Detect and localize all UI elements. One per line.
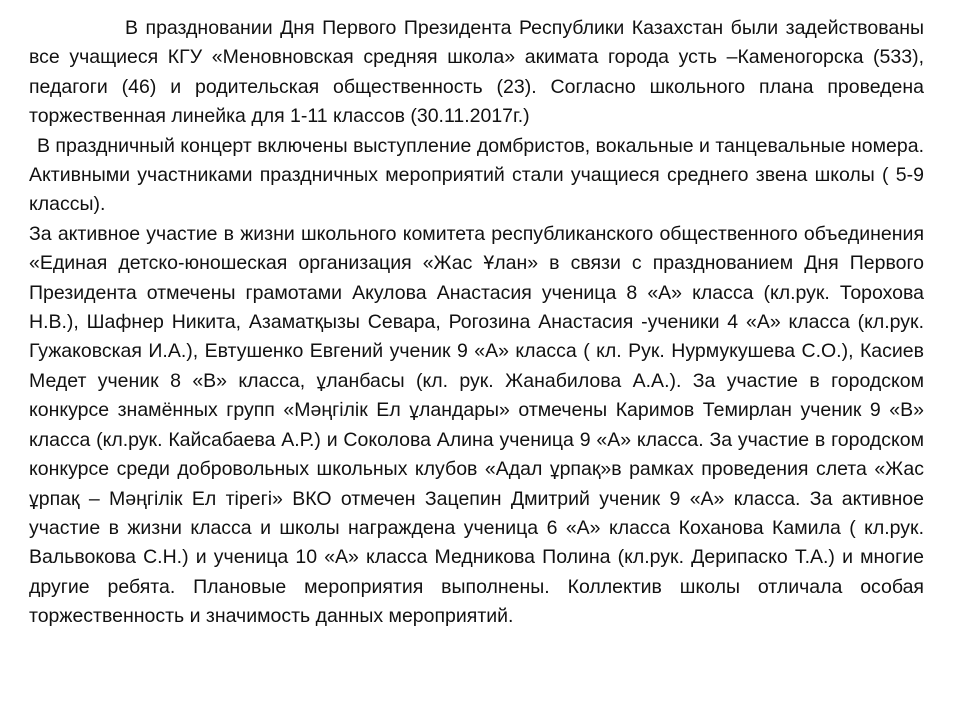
paragraph-awards: За активное участие в жизни школьного комитета республиканского общественного объединения «Единая детско-юношеская организация «Жас Ұлан» в связи с празднованием Дня Первого Президента отмечены грамотами Акулова Анастасия ученица 8 «А» класса (кл.рук. Торохова Н.В.), Шафнер Никита, Азаматқызы Севара, Рогозина Анастасия -ученики 4 «А» класса (кл.рук. Гужаковская И.А.), Евтушенко Евгений ученик 9 «А» класса ( кл. Рук. Нурмукушева С.О.), Касиев Медет ученик 8 «В» класса, ұланбасы (кл. рук. Жанабилова А.А.). За участие в городском конкурсе знамённых групп «Мәңгілік Ел ұландары» отмечены Каримов Темирлан ученик 9 «В» класса (кл.рук. Кайсабаева А.Р.) и Соколова Алина ученица 9 «А» класса. За участие в городском конкурсе среди добровольных школьных клубов «Адал ұрпақ»в рамках проведения слета «Жас ұрпақ – Мәңгілік Ел тірегі» ВКО отмечен Зацепин Дмитрий ученик 9 «А» класса. За активное участие в жизни класса и школы награждена ученица 6 «А» класса Коханова Камила ( кл.рук. Вальвокова С.Н.) и ученица 10 «А» класса Медникова Полина (кл.рук. Дерипаско Т.А.) и многие другие ребята. Плановые мероприятия выполнены. Коллектив школы отличала особая торжественность и значимость данных мероприятий. bbox=[29, 222, 924, 628]
document-body bbox=[29, 14, 924, 632]
paragraph-concert: В праздничный концерт включены выступление домбристов, вокальные и танцевальные номера. Активными участниками праздничных мероприятий стали учащиеся среднего звена школы ( 5-9 классы). bbox=[29, 134, 924, 216]
paragraph-celebration-participants: В праздновании Дня Первого Президента Республики Казахстан были задействованы все учащиеся КГУ «Меновновская средняя школа» акимата города усть –Каменогорска (533), педагоги (46) и родительская общественность (23). Согласно школьного плана проведена торжественная линейка для 1-11 классов (30.11.2017г.) bbox=[29, 17, 924, 128]
